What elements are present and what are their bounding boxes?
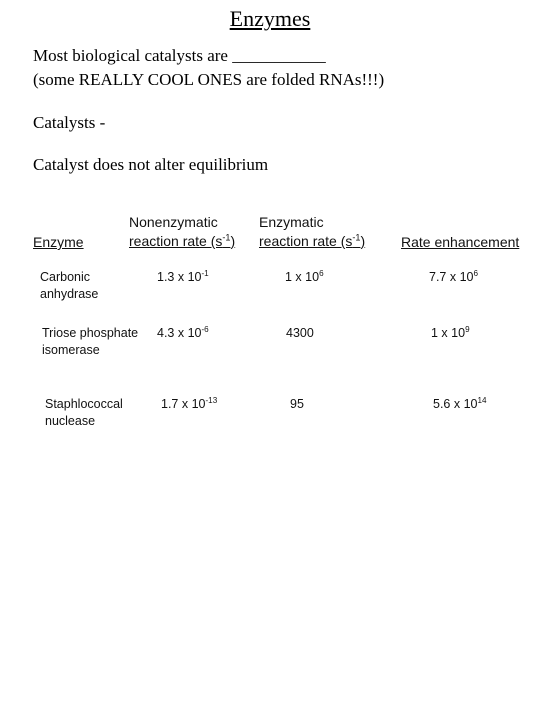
nonenzymatic-rate-cell bbox=[157, 325, 209, 342]
header-nonenzymatic-top: Nonenzymatic bbox=[129, 214, 218, 230]
rate-base: 4.3 x 10 bbox=[157, 326, 202, 340]
rate-exponent: 6 bbox=[473, 268, 478, 278]
rate-base: 7.7 x 10 bbox=[429, 270, 474, 284]
catalysts-heading: Catalysts - bbox=[33, 113, 106, 132]
rate-enhancement-cell bbox=[431, 325, 470, 342]
header-enzymatic-bottom: reaction rate $(s^{-1})$ bbox=[259, 232, 366, 249]
rate-enhancement-cell bbox=[429, 269, 478, 286]
rate-base: 5.6 x 10 bbox=[433, 397, 478, 411]
table-row-enzyme-name bbox=[42, 325, 138, 359]
page-title: Enzymes bbox=[229, 6, 311, 31]
rate-exponent: -1 bbox=[201, 268, 209, 278]
enzyme-name-line1: Carbonic bbox=[40, 270, 91, 284]
rate-enhancement-cell bbox=[433, 396, 487, 413]
enzyme-name-line2: nuclease bbox=[45, 414, 96, 428]
rate-exponent: -13 bbox=[205, 395, 218, 405]
table-row-enzyme-name bbox=[40, 269, 98, 303]
rna-note: (some REALLY COOL ONES are folded RNAs!!!) bbox=[33, 70, 385, 89]
nonenzymatic-rate-cell bbox=[157, 269, 209, 286]
rate-exponent: 9 bbox=[465, 324, 470, 334]
rate-base: 1 x 10 bbox=[431, 326, 466, 340]
header-nonenzymatic-exponent: -1 bbox=[222, 232, 231, 243]
rate-exponent: -6 bbox=[201, 324, 209, 334]
enzyme-name-line1: Triose phosphate bbox=[42, 326, 139, 340]
enzyme-name-line2: anhydrase bbox=[40, 287, 99, 301]
nonenzymatic-rate-cell bbox=[161, 396, 217, 413]
header-enzymatic-exponent: -1 bbox=[352, 232, 361, 243]
rate-base: 95 bbox=[290, 397, 304, 411]
rate-exponent: 6 bbox=[319, 268, 324, 278]
rate-exponent: 14 bbox=[477, 395, 487, 405]
header-enzyme: Enzyme bbox=[33, 234, 84, 250]
enzyme-name-line2: isomerase bbox=[42, 343, 100, 357]
header-nonenzymatic-bottom: reaction rate $(s^{-1})$ bbox=[129, 232, 236, 249]
rate-base: 1.7 x 10 bbox=[161, 397, 206, 411]
header-rate-enhancement: Rate enhancement bbox=[401, 234, 520, 250]
rate-base: 4300 bbox=[286, 326, 314, 340]
table-row-enzyme-name bbox=[45, 396, 123, 430]
enzymatic-rate-cell bbox=[285, 269, 324, 286]
enzymatic-rate-cell bbox=[286, 325, 314, 342]
rate-base: 1.3 x 10 bbox=[157, 270, 202, 284]
catalysts-question: Most biological catalysts are ___________ bbox=[33, 46, 326, 65]
equilibrium-statement: Catalyst does not alter equilibrium bbox=[33, 155, 269, 174]
enzymatic-rate-cell bbox=[290, 396, 304, 413]
header-enzymatic-top: Enzymatic bbox=[259, 214, 324, 230]
enzyme-name-line1: Staphlococcal bbox=[45, 397, 123, 411]
rate-base: 1 x 10 bbox=[285, 270, 320, 284]
